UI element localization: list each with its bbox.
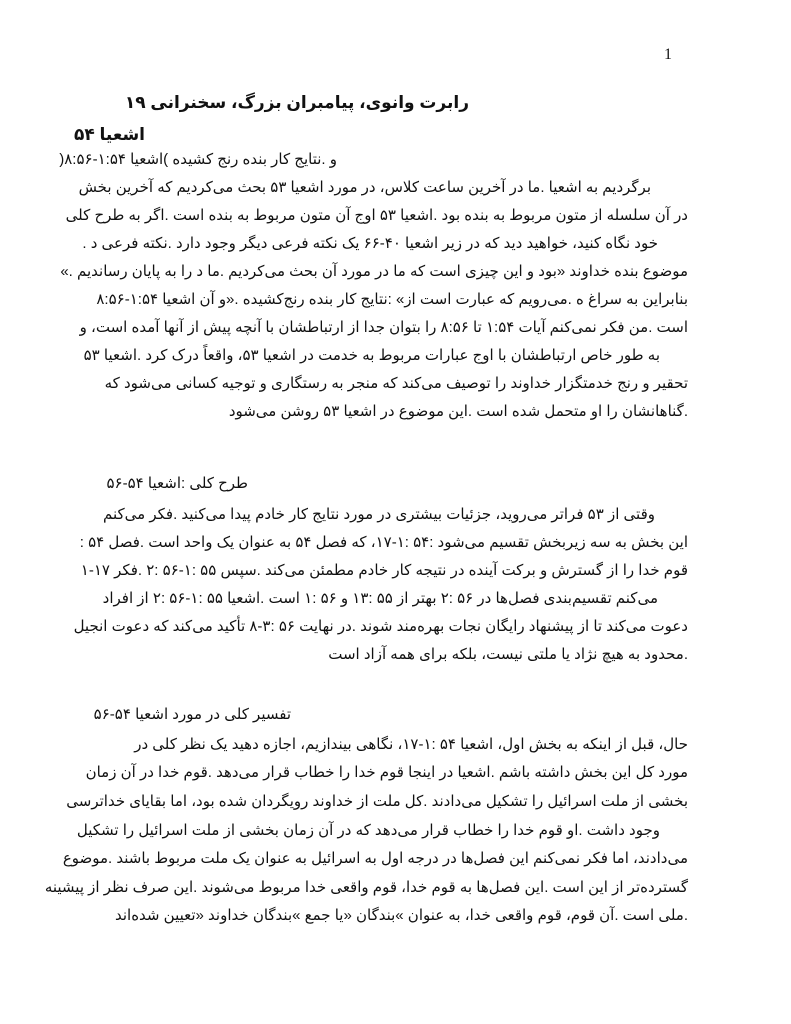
- paragraph-line: .ملی است .آن قوم، قوم واقعی خدا، به عنوان »بندگان «یا جمع »بندگان خداوند «تعیین شده‌اند: [114, 907, 688, 924]
- section-heading: و .نتایج کار بنده رنج کشیده )اشعیا ۱:۵۴-۸:۵۶(: [59, 151, 337, 168]
- section-heading: تفسیر کلی در مورد اشعیا ۵۴-۵۶: [93, 706, 291, 723]
- paragraph-line: موضوع بنده خداوند «بود و این چیزی است که ما در مورد آن بحث می‌کردیم .ما د را به پایان رساندیم .»: [60, 263, 688, 280]
- section-heading: طرح کلی :اشعیا ۵۴-۵۶: [106, 475, 248, 492]
- paragraph-line: وقتی از ۵۳ فراتر می‌روید، جزئیات بیشتری در مورد نتایج کار خادم پیدا می‌کنید .فکر می‌کنم: [102, 506, 655, 523]
- paragraph-line: .محدود به هیچ نژاد یا ملتی نیست، بلکه برای همه آزاد است: [328, 646, 688, 663]
- paragraph-line: این بخش به سه زیربخش تقسیم می‌شود :۵۴ :۱-۱۷، که فصل ۵۴ به عنوان یک واحد است .فصل ۵۴ :: [79, 534, 688, 551]
- paragraph-line: به طور خاص ارتباطشان با اوج عبارات مربوط به خدمت در اشعیا ۵۳، واقعاً درک کرد .اشعیا ۵۳: [83, 347, 660, 364]
- paragraph-line: بخشی از ملت اسرائیل را تشکیل می‌دادند .کل ملت از خداوند رویگردان شده بود، اما بقایای خداترسی: [66, 793, 688, 810]
- paragraph-line: مورد کل این بخش داشته باشم .اشعیا در اینجا قوم خدا را خطاب قرار می‌دهد .قوم خدا در آن زمان: [85, 764, 688, 781]
- paragraph-line: برگردیم به اشعیا .ما در آخرین ساعت کلاس، در مورد اشعیا ۵۳ بحث می‌کردیم که آخرین بخش: [78, 179, 651, 196]
- paragraph-line: گسترده‌تر از این است .این فصل‌ها به قوم خدا، قوم واقعی خدا مربوط می‌شوند .این صرف نظر از پیشینه: [44, 879, 688, 896]
- paragraph-line: حال، قبل از اینکه به بخش اول، اشعیا ۵۴ :۱-۱۷، نگاهی بیندازیم، اجازه دهید یک نظر کلی در: [134, 736, 688, 753]
- paragraph-line: تحقیر و رنج خدمتگزار خداوند را توصیف می‌کند که منجر به رستگاری و توجیه کسانی می‌شود که: [104, 375, 688, 392]
- document-subtitle: اشعیا ۵۴: [74, 125, 145, 144]
- paragraph-line: است .من فکر نمی‌کنم آیات ۱:۵۴ تا ۸:۵۶ را بتوان جدا از ارتباطشان با آنچه پیش از آنها آمده است، و: [79, 319, 688, 336]
- paragraph-line: در آن سلسله از متون مربوط به بنده بود .اشعیا ۵۳ اوج آن متون مربوط به بنده است .اگر به طرح کلی: [65, 207, 688, 224]
- paragraph-line: بنابراین به سراغ ه .می‌رویم که عبارت است از» :نتایج کار بنده رنج‌کشیده .«و آن اشعیا ۱:۵۴-۸:۵۶: [96, 291, 688, 308]
- page-number: 1: [664, 46, 672, 63]
- paragraph-line: می‌کنم تقسیم‌بندی فصل‌ها در ۵۶ :۲ بهتر از ۵۵ :۱۳ و ۵۶ :۱ است .اشعیا ۵۵ :۱-۵۶ :۲ از افراد: [102, 590, 658, 607]
- paragraph-line: .گناهانشان را او متحمل شده است .این موضوع در اشعیا ۵۳ روشن می‌شود: [228, 403, 688, 420]
- paragraph-line: قوم خدا را از گسترش و برکت آینده در نتیجه کار خادم مطمئن می‌کند .سپس ۵۵ :۱-۵۶ :۲ .فکر ۱۷-۱: [80, 562, 688, 579]
- document-title: رابرت وانوی، پیامبران بزرگ، سخنرانی ۱۹: [124, 93, 469, 112]
- paragraph-line: می‌دادند، اما فکر نمی‌کنم این فصل‌ها در درجه اول به اسرائیل به عنوان یک ملت مربوط باشند .موضوع: [62, 850, 688, 867]
- paragraph-line: دعوت می‌کند تا از پیشنهاد رایگان نجات بهره‌مند شوند .در نهایت ۵۶ :۳-۸ تأکید می‌کند که دعوت انجیل: [73, 618, 688, 635]
- paragraph-line: خود نگاه کنید، خواهید دید که در زیر اشعیا ۴۰-۶۶ یک نکته فرعی دیگر وجود دارد .نکته فرعی د .: [82, 235, 658, 252]
- paragraph-line: وجود داشت .او قوم خدا را خطاب قرار می‌دهد که در آن زمان بخشی از ملت اسرائیل را تشکیل: [76, 822, 660, 839]
